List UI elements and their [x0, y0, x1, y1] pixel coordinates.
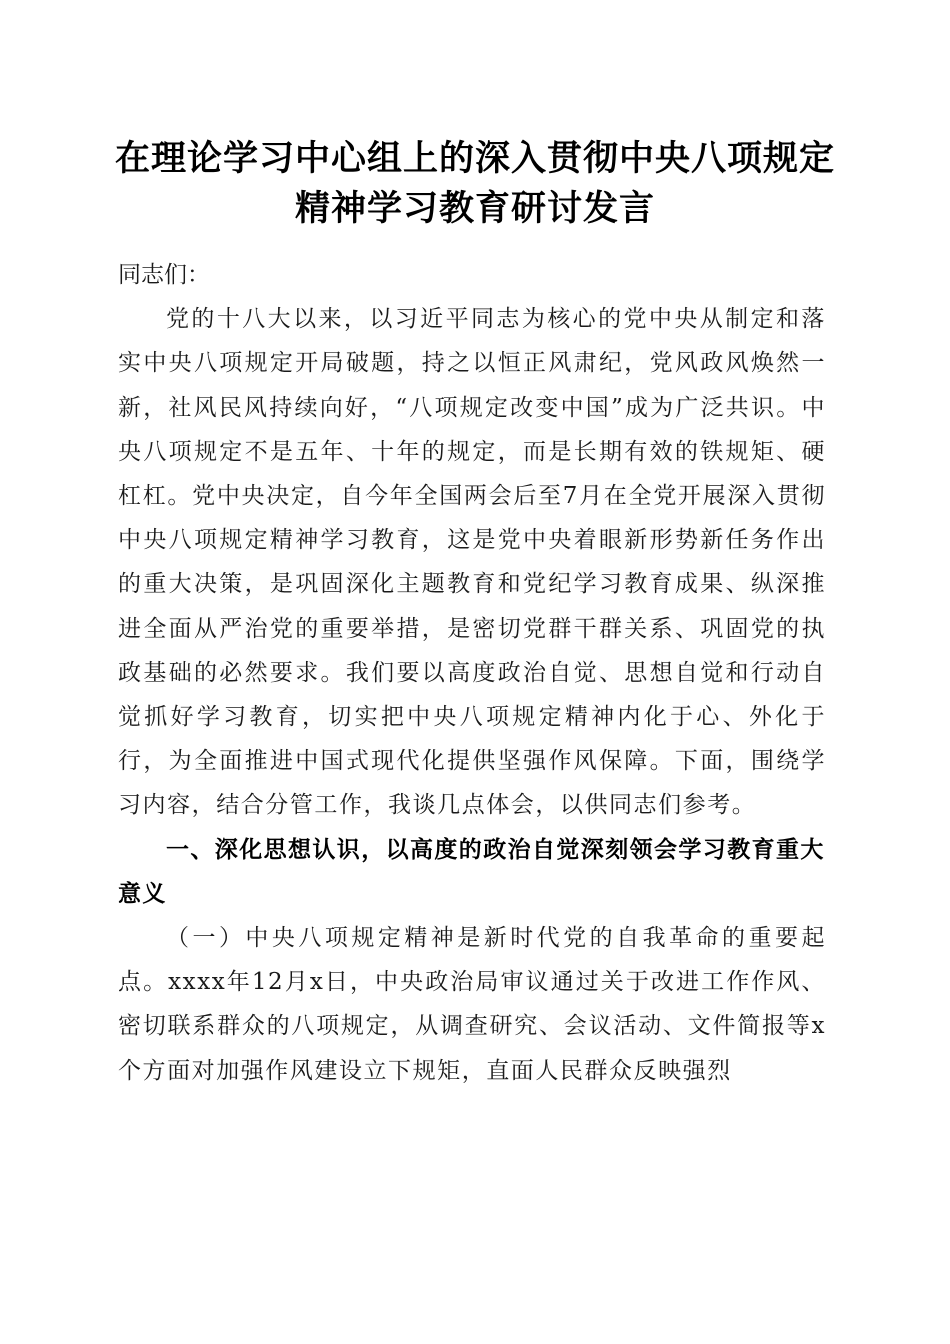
- title-line-2: 精神学习教育研讨发言: [294, 188, 655, 229]
- document-title: [100, 134, 850, 234]
- title-line-1: 在理论学习中心组上的深入贯彻中央八项规定: [114, 138, 835, 179]
- salutation: 同志们：: [118, 262, 210, 288]
- intro-paragraph: 党的十八大以来，以习近平同志为核心的党中央从制定和落实中央八项规定开局破题，持之以恒正风肃纪，党风政风焕然一新，社风民风持续向好，“八项规定改变中国”成为广泛共识。中央八项规定不是五年、十年的规定，而是长期有效的铁规矩、硬杠杠。党中央决定，自今年全国两会后至7月在全党开展深入贯彻中央八项规定精神学习教育，这是党中央着眼新形势新任务作出的重大决策，是巩固深化主题教育和党纪学习教育成果、纵深推进全面从严治党的重要举措，是密切党群干群关系、巩固党的执政基础的必然要求。我们要以高度政治自觉、思想自觉和行动自觉抓好学习教育，切实把中央八项规定精神内化于心、外化于行，为全面推进中国式现代化提供坚强作风保障。下面，围绕学习内容，结合分管工作，我谈几点体会，以供同志们参考。: [118, 306, 826, 819]
- subsection-paragraph-1: （一）中央八项规定精神是新时代党的自我革命的重要起点。xxxx年12月x日，中央政治局审议通过关于改进工作作风、密切联系群众的八项规定，从调查研究、会议活动、文件简报等x个方面对加强作风建设立下规矩，直面人民群众反映强烈: [118, 925, 826, 1084]
- section-heading-1: 一、深化思想认识，以高度的政治自觉深刻领会学习教育重大意义: [118, 835, 825, 907]
- document-body: [118, 253, 826, 1093]
